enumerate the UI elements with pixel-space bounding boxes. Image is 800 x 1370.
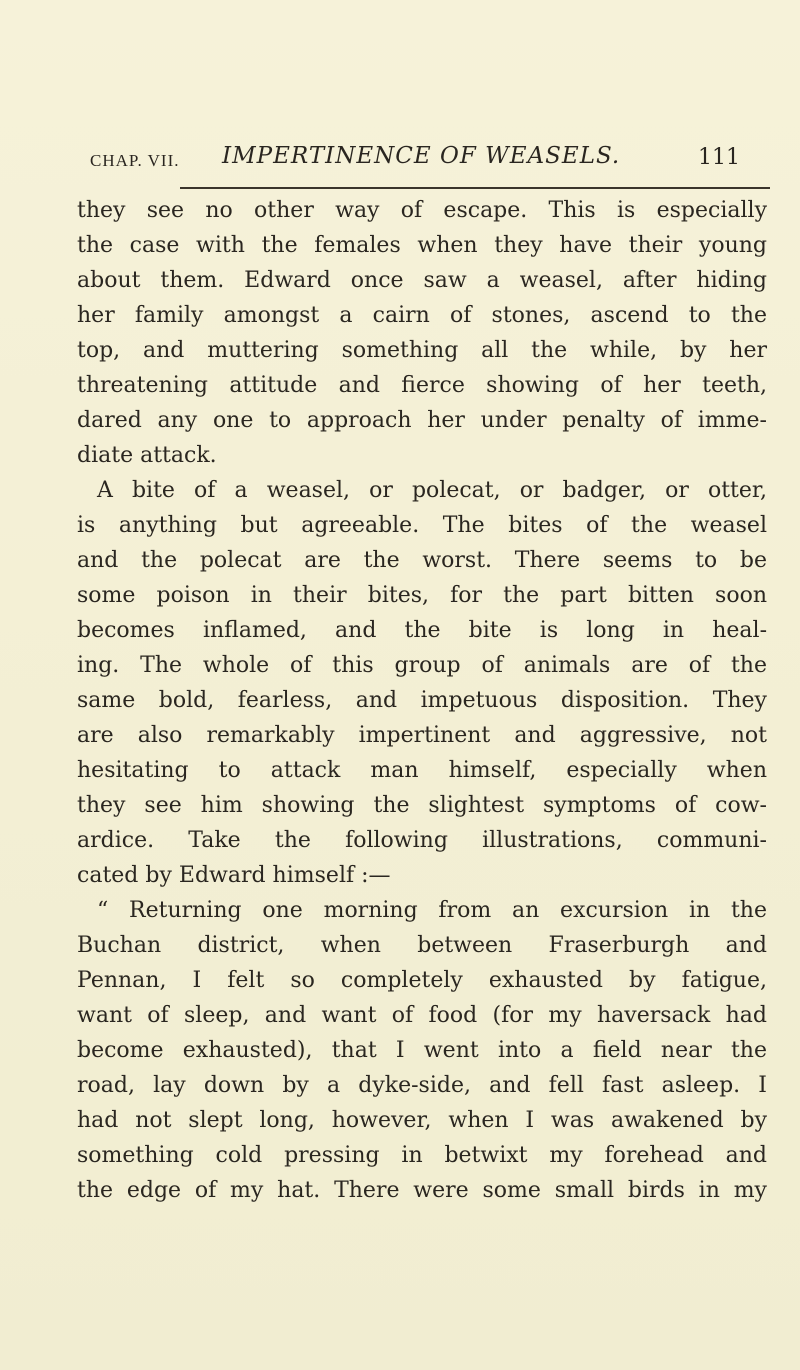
text-line: becomes inflamed, and the bite is long in heal- [77, 618, 767, 643]
text-line: and the polecat are the worst. There seems to be [77, 548, 767, 573]
text-line: threatening attitude and fierce showing of her teeth, [77, 373, 767, 398]
text-line: ing. The whole of this group of animals are of the [77, 653, 767, 678]
text-line: ardice. Take the following illustrations, communi- [77, 828, 767, 853]
text-line: Buchan district, when between Fraserburgh and [77, 933, 767, 958]
running-title: IMPERTINENCE OF WEASELS. [222, 143, 621, 169]
text-line: some poison in their bites, for the part bitten soon [77, 583, 767, 608]
text-line: her family amongst a cairn of stones, ascend to the [77, 303, 767, 328]
text-line: are also remarkably impertinent and aggressive, not [77, 723, 767, 748]
text-line: same bold, fearless, and impetuous disposition. They [77, 688, 767, 713]
running-header [90, 143, 770, 179]
page-number: 111 [698, 145, 740, 170]
text-line: want of sleep, and want of food (for my haversack had [77, 1003, 767, 1028]
text-line: dared any one to approach her under penalty of imme- [77, 408, 767, 433]
text-line: the edge of my hat. There were some small birds in my [77, 1178, 767, 1203]
text-line: cated by Edward himself :— [77, 863, 391, 888]
text-line: Pennan, I felt so completely exhausted by fatigue, [77, 968, 767, 993]
text-line: they see him showing the slightest symptoms of cow- [77, 793, 767, 818]
text-line: something cold pressing in betwixt my forehead and [77, 1143, 767, 1168]
text-line: A bite of a weasel, or polecat, or badger, or otter, [97, 478, 767, 503]
header-rule [180, 187, 770, 189]
text-line: become exhausted), that I went into a field near the [77, 1038, 767, 1063]
text-line: road, lay down by a dyke-side, and fell fast asleep. I [77, 1073, 767, 1098]
chapter-label: CHAP. VII. [90, 151, 180, 170]
text-line: had not slept long, however, when I was awakened by [77, 1108, 767, 1133]
text-line: “ Returning one morning from an excursion in the [97, 898, 767, 923]
text-line: top, and muttering something all the while, by her [77, 338, 767, 363]
text-line: they see no other way of escape. This is especially [77, 198, 767, 223]
body-text [77, 193, 767, 1208]
text-line: hesitating to attack man himself, especially when [77, 758, 767, 783]
text-line: about them. Edward once saw a weasel, after hiding [77, 268, 767, 293]
text-line: is anything but agreeable. The bites of the weasel [77, 513, 767, 538]
text-line: the case with the females when they have their young [77, 233, 767, 258]
text-line: diate attack. [77, 443, 217, 468]
